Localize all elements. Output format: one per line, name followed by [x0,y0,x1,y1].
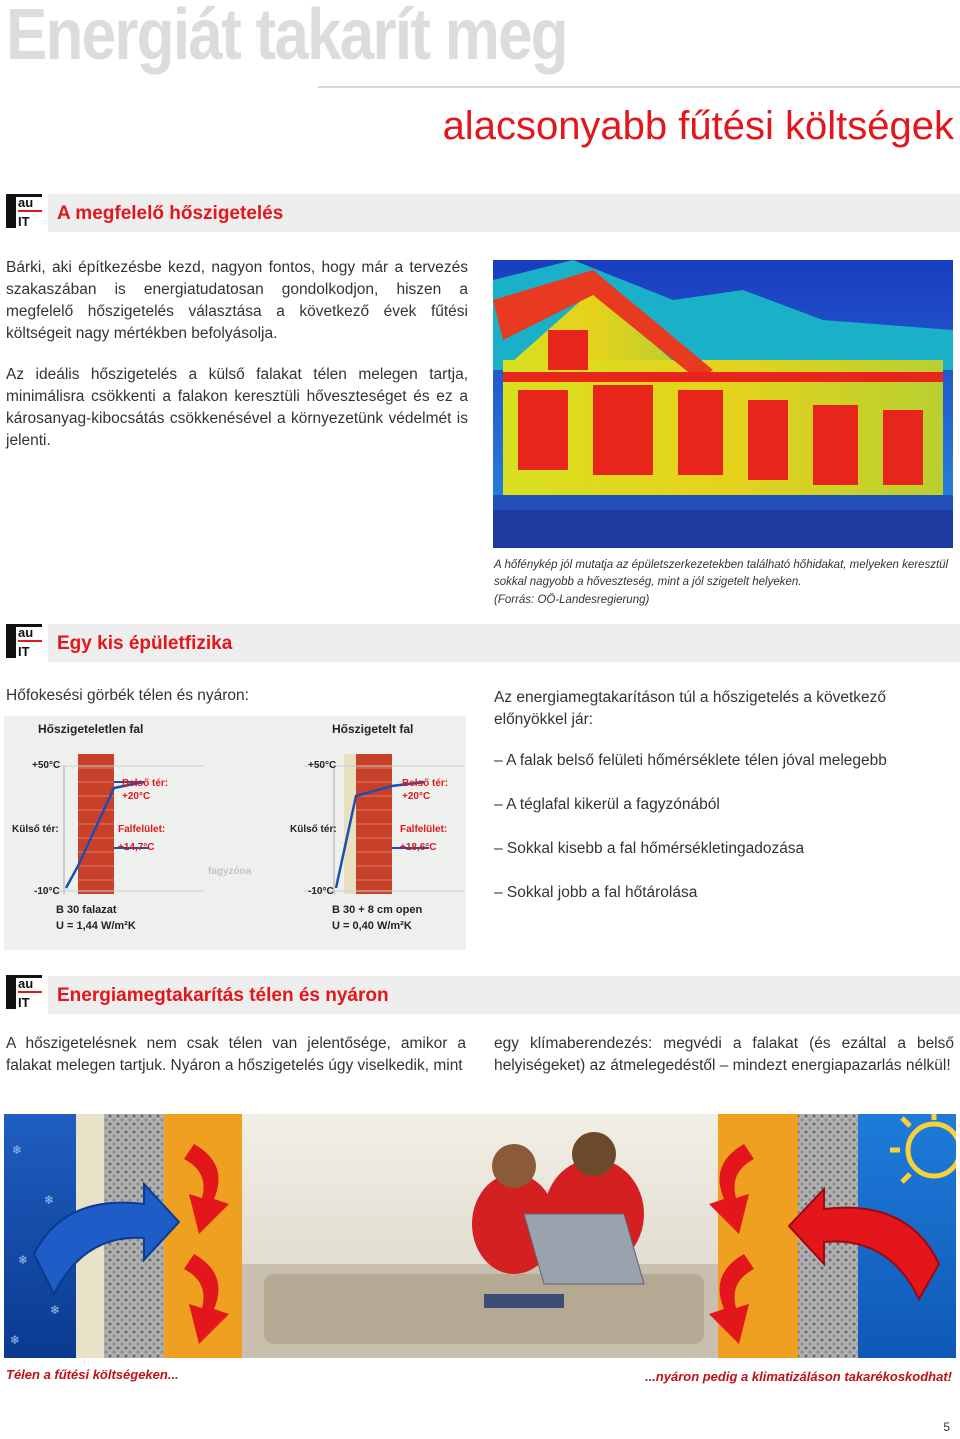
svg-text:❄: ❄ [44,1193,55,1207]
surface-label: Falfelület: [118,824,166,835]
left-wall-type: B 30 falazat [56,904,117,916]
insulation-paragraph: Az ideális hőszigetelés a külső falakat télen melegen tartja, minimálisra csökkenti a falakon keresztüli hőveszteséget és ez a károsanyag-kibocsátás csökkenésével a környezetünk védelmét is jelenti. [6,366,468,449]
section-title-physics: Egy kis épületfizika [57,633,233,654]
baumit-logo [6,975,44,1015]
temp-label: +50°C [32,760,61,771]
outer-label: Külső tér: [12,824,59,835]
benefit-item: – A falak belső felületi hőmérséklete télen jóval melegebb [494,752,887,769]
page-number: 5 [943,1420,950,1434]
temperature-diagram [4,716,466,950]
temp-label: +50°C [308,760,337,771]
svg-text:❄: ❄ [12,1143,23,1157]
savings-text-left: A hőszigetelésnek nem csak télen van jelentősége, amikor a falakat melegen tartjuk. Nyáron a hőszigetelés úgy viselkedik, mint [6,1035,466,1074]
winter-summer-illustration [4,1114,956,1358]
left-u-value: U = 1,44 W/m²K [56,920,136,932]
svg-text:❄: ❄ [50,1303,61,1317]
benefit-item: – Sokkal kisebb a fal hőmérsékletingadozása [494,840,805,857]
header-divider [318,86,960,88]
diagram-left-title: Hőszigeteletlen fal [38,722,144,736]
baumit-logo [6,624,44,664]
surface-label: Falfelület: [400,824,448,835]
svg-text:❄: ❄ [10,1333,21,1347]
temp-label: -10°C [308,886,334,897]
temp-label: -10°C [34,886,60,897]
benefit-item: – A téglafal kikerül a fagyzónából [494,796,720,813]
inner-value: +20°C [122,791,151,802]
benefit-item: – Sokkal jobb a fal hőtárolása [494,884,698,901]
savings-text-right: egy klímaberendezés: megvédi a falakat (és ezáltal a belső helyiségeket) az átmelegedéstől – mindezt energiapazarlás nélkül! [494,1035,954,1074]
inner-label: Belső tér: [122,778,169,789]
right-u-value: U = 0,40 W/m²K [332,920,412,932]
outer-label: Külső tér: [290,824,337,835]
right-wall-type: B 30 + 8 cm open [332,904,423,916]
thermal-source: (Forrás: OÖ-Landesregierung) [494,594,650,606]
inner-label: Belső tér: [402,778,449,789]
section-title-savings: Energiamegtakarítás télen és nyáron [57,985,389,1006]
inner-value: +20°C [402,791,431,802]
page-title: Energiát takarít meg [6,0,567,75]
baumit-logo [6,194,44,234]
diagram-intro: Hőfokesési görbék télen és nyáron: [6,687,249,704]
intro-paragraph: Bárki, aki építkezésbe kezd, nagyon fontos, hogy már a tervezés szakaszában is energiatudatosan gondolkodjon, hiszen a megfelelő hőszigetelés választása a következő évek fűtési költségeit nagy mértékben befolyásolja. [6,259,468,342]
surface-value: +18,6°C [400,842,437,853]
thermal-image [493,260,953,548]
surface-value: +14,7°C [118,842,155,853]
benefits-intro: Az energiamegtakarításon túl a hőszigetelés a következő előnyökkel jár: [494,689,887,728]
diagram-right-title: Hőszigetelt fal [332,722,414,736]
thermal-caption: A hőfénykép jól mutatja az épületszerkezetekben található hőhidakat, melyeken keresztül sokkal nagyobb a hőveszteség, mint a jól szigetelt helyeken. [494,559,949,588]
summer-caption: ...nyáron pedig a klimatizáláson takarékoskodhat! [644,1369,952,1384]
section-title-insulation: A megfelelő hőszigetelés [57,203,284,224]
frost-zone-label: fagyzóna [208,866,252,877]
winter-caption: Télen a fűtési költségeken... [6,1367,179,1382]
page-subtitle: alacsonyabb fűtési költségek [442,104,954,148]
svg-text:❄: ❄ [18,1253,29,1267]
